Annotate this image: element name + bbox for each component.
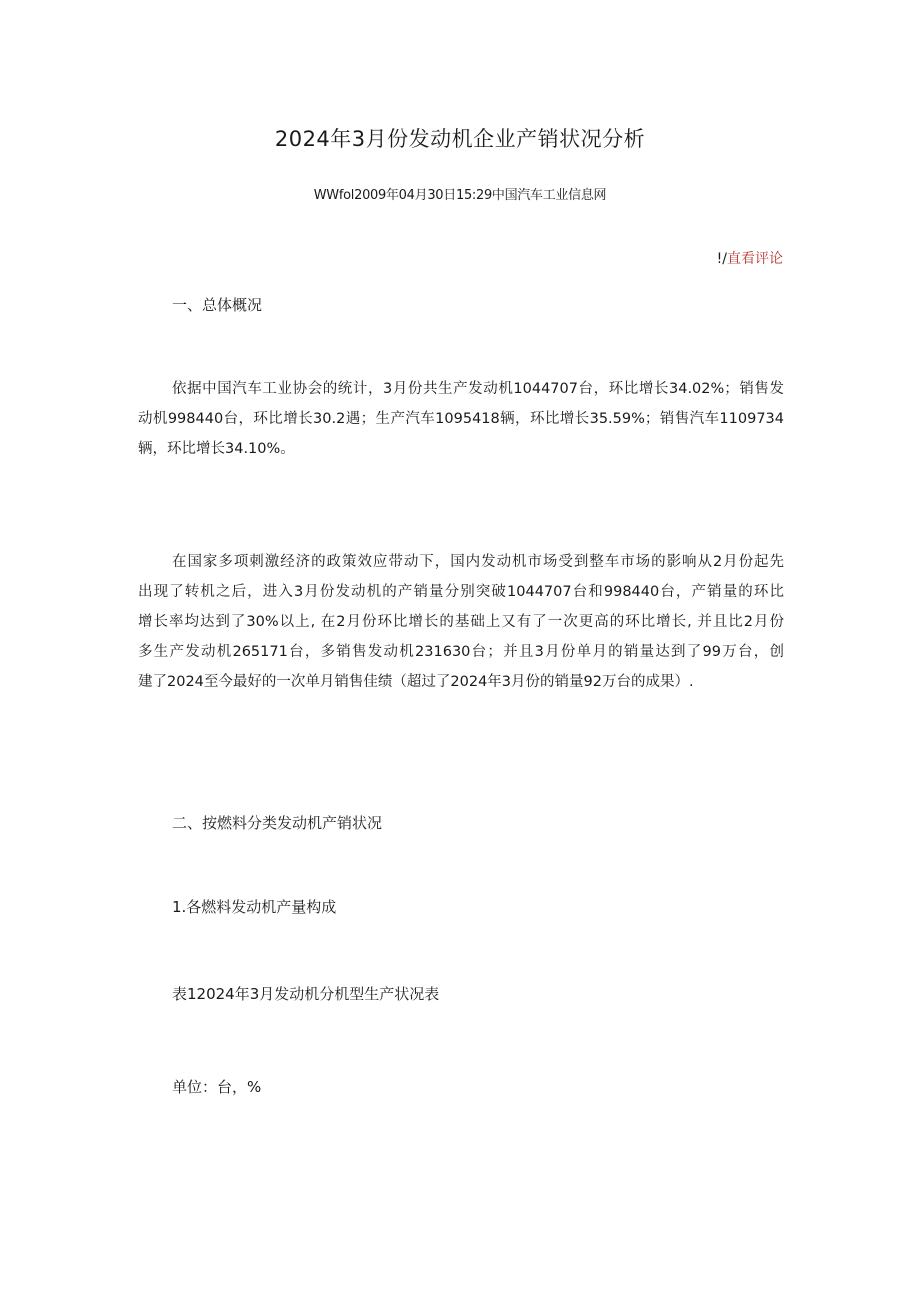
unit-label: 单位：台，%: [172, 1078, 262, 1096]
overview-paragraph-2: [138, 547, 784, 697]
view-comments-link[interactable]: [717, 249, 783, 269]
section-heading-overview: 一、总体概况: [172, 296, 263, 314]
paragraph-line: 增长率均达到了30%以上, 在2月份环比增长的基础上又有了一次更高的环比增长, 并且比2月份: [138, 614, 784, 630]
article-meta: WWfol2009年04月30日15:29中国汽车工业信息网: [313, 188, 607, 203]
paragraph-line: 出现了转机之后，进入3月份发动机的产销量分别突破1044707台和998440台，产销量的环比: [138, 584, 784, 600]
paragraph-line: 依据中国汽车工业协会的统计，3月份共生产发动机1044707台，环比增长34.02%；销售发: [172, 381, 784, 397]
sub-heading-fuel-output: 1.各燃料发动机产量构成: [172, 898, 337, 916]
overview-paragraph-1: [138, 374, 784, 464]
section-heading-fuel: 二、按燃料分类发动机产销状况: [172, 814, 383, 832]
paragraph-line: 在国家多项刺激经济的政策效应带动下，国内发动机市场受到整车市场的影响从2月份起先: [172, 554, 784, 570]
comment-link-prefix: !/: [716, 251, 727, 267]
paragraph-line: 辆，环比增长34.10%。: [138, 441, 295, 457]
paragraph-line: 建了2024至今最好的一次单月销售佳绩（超过了2024年3月份的销量92万台的成果）.: [138, 674, 694, 690]
table-caption: 表12024年3月发动机分机型生产状况表: [172, 985, 440, 1003]
paragraph-line: 多生产发动机265171台，多销售发动机231630台；并且3月份单月的销量达到了99万台，创: [138, 644, 784, 660]
comment-link-label[interactable]: 直看评论: [727, 251, 783, 267]
page-title: 2024年3月份发动机企业产销状况分析: [274, 127, 646, 151]
paragraph-line: 动机998440台，环比增长30.2遇；生产汽车1095418辆，环比增长35.59%；销售汽车1109734: [138, 411, 784, 427]
